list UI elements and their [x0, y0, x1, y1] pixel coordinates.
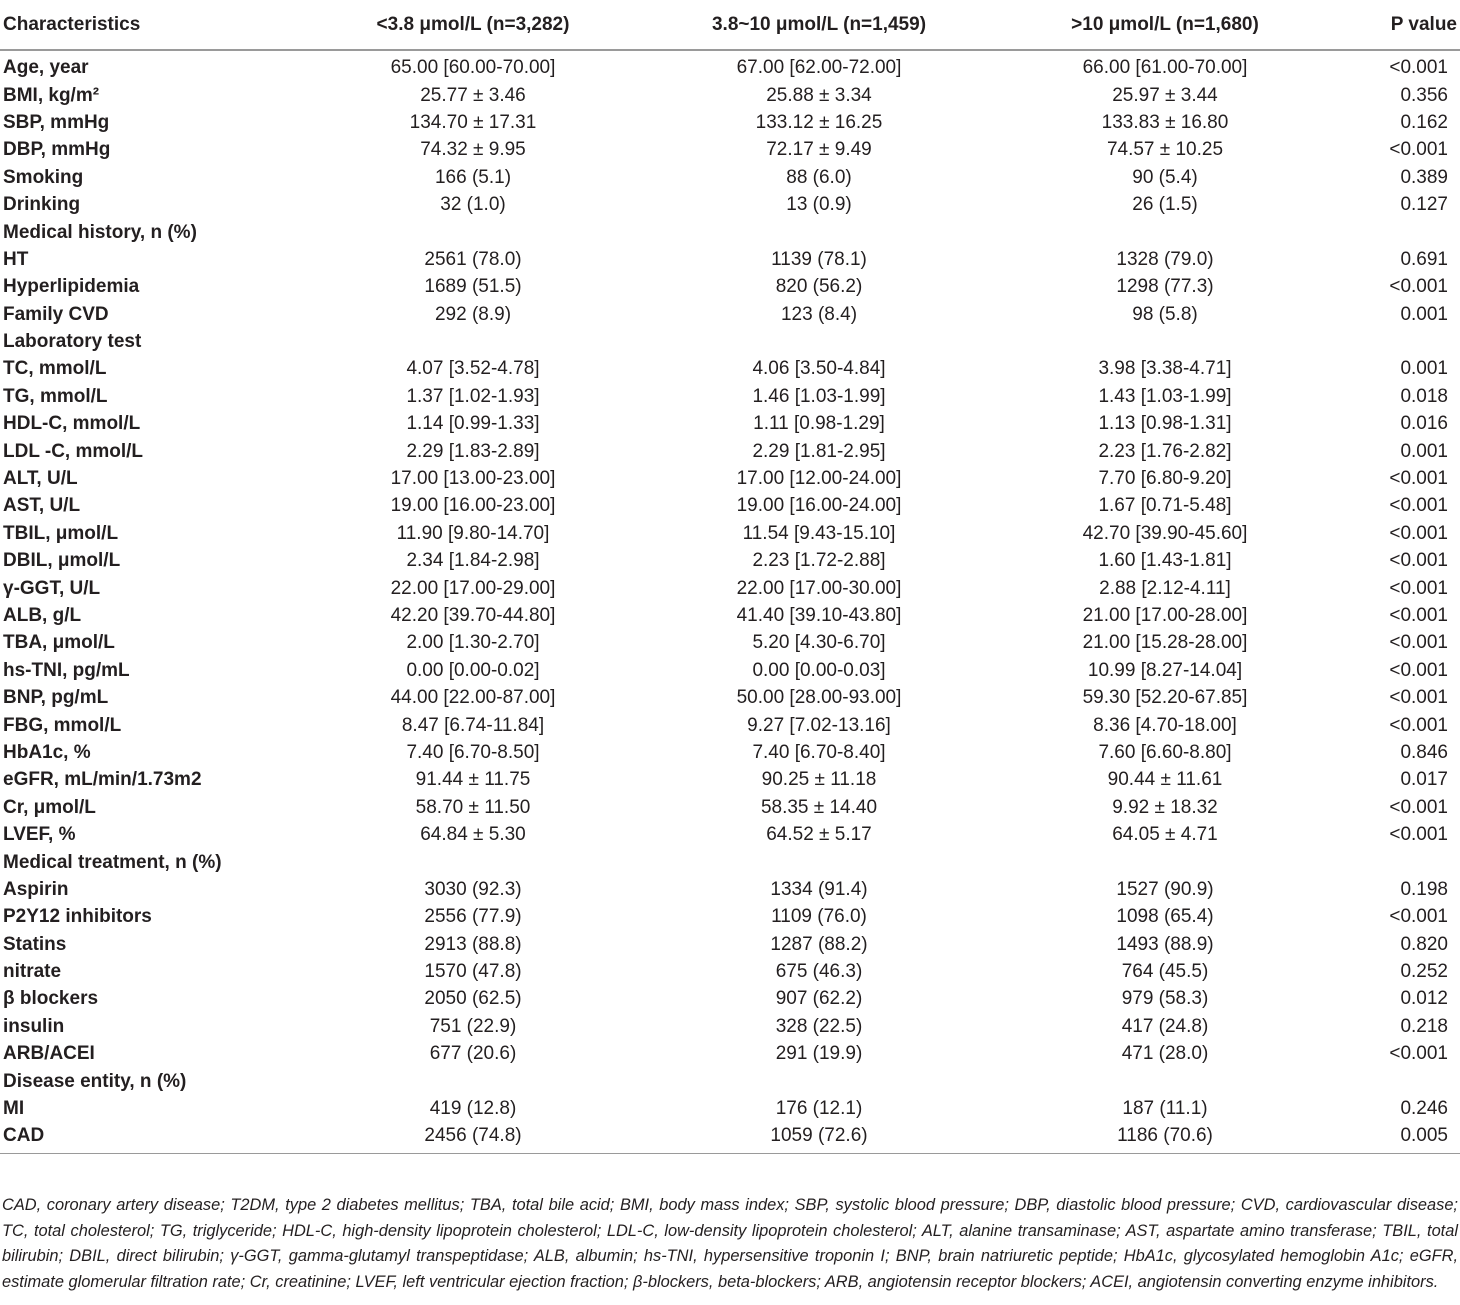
value-high-group: 1328 (79.0): [1116, 248, 1214, 270]
value-mid-group: 0.00 [0.00-0.03]: [752, 659, 886, 681]
value-mid-group: 1334 (91.4): [770, 878, 868, 900]
value-mid-group: 1059 (72.6): [646, 1122, 992, 1153]
table-row: [0, 1122, 1460, 1153]
value-mid-group: 41.40 [39.10-43.80]: [736, 605, 902, 626]
table-row: [0, 766, 1460, 793]
header-group-high: >10 μmol/L (n=1,680): [992, 0, 1338, 50]
value-mid-group: 72.17 ± 9.49: [766, 139, 872, 161]
value-mid-group: [646, 218, 992, 245]
value-mid-group: [646, 848, 992, 875]
value-high-group: 764 (45.5): [1121, 961, 1209, 983]
value-mid-group: 11.54 [9.43-15.10]: [742, 522, 896, 544]
value-low-group: 58.70 ± 11.50: [415, 796, 531, 818]
value-low-group: 166 (5.1): [434, 166, 512, 188]
row-label: Laboratory test: [3, 331, 142, 353]
value-mid-group: 4.06 [3.50-4.84]: [752, 358, 886, 380]
row-label: ARB/ACEI: [3, 1043, 95, 1065]
row-label: TG, mmol/L: [3, 385, 108, 407]
p-value: 0.001: [1400, 440, 1448, 462]
value-low-group: 2050 (62.5): [424, 988, 522, 1010]
value-low-group: 19.00 [16.00-23.00]: [390, 495, 556, 517]
row-label: Age, year: [3, 57, 89, 79]
value-high-group: 3.98 [3.38-4.71]: [1098, 358, 1232, 380]
value-high-group: 42.70 [39.90-45.60]: [1082, 522, 1248, 544]
row-label: HDL-C, mmol/L: [3, 413, 141, 435]
p-value: 0.012: [1400, 988, 1448, 1010]
value-low-group: [300, 848, 646, 875]
value-low-group: 91.44 ± 11.75: [415, 769, 531, 791]
value-mid-group: 1.46 [1.03-1.99]: [752, 385, 886, 407]
table-row: [0, 876, 1460, 903]
p-value: 0.846: [1400, 741, 1448, 763]
value-high-group: 133.83 ± 16.80: [1101, 111, 1229, 133]
value-low-group: 22.00 [17.00-29.00]: [390, 577, 556, 599]
value-mid-group: 88 (6.0): [786, 166, 852, 188]
value-high-group: 59.30 [52.20-67.85]: [1082, 687, 1248, 709]
header-row: [0, 0, 1460, 50]
value-low-group: 677 (20.6): [429, 1043, 517, 1065]
value-mid-group: 17.00 [12.00-24.00]: [736, 468, 902, 490]
table-row: [0, 711, 1460, 738]
table-row: [0, 81, 1460, 108]
p-value: <0.001: [1389, 468, 1448, 490]
value-low-group: 2.34 [1.84-2.98]: [406, 550, 540, 572]
value-mid-group: 907 (62.2): [775, 988, 863, 1010]
value-low-group: 3030 (92.3): [424, 878, 522, 900]
value-high-group: [992, 1067, 1338, 1094]
value-high-group: [992, 218, 1338, 245]
row-label: Hyperlipidemia: [3, 276, 140, 298]
value-high-group: 1.67 [0.71-5.48]: [1098, 495, 1232, 517]
value-mid-group: 7.40 [6.70-8.40]: [752, 741, 886, 763]
row-label: Medical treatment, n (%): [3, 851, 222, 873]
row-label: Disease entity, n (%): [3, 1070, 187, 1092]
table-row: [0, 246, 1460, 273]
row-label: Drinking: [3, 194, 81, 216]
value-mid-group: [646, 328, 992, 355]
header-characteristics: Characteristics: [0, 0, 300, 50]
value-mid-group: [646, 1067, 992, 1094]
value-mid-group: 675 (46.3): [775, 961, 863, 983]
p-value: <0.001: [1389, 550, 1448, 572]
value-low-group: 134.70 ± 17.31: [409, 111, 537, 133]
value-high-group: 187 (11.1): [1122, 1098, 1208, 1120]
header-p-value: P value: [1338, 0, 1460, 50]
row-label: BMI, kg/m²: [3, 84, 100, 106]
table-row: [0, 218, 1460, 245]
row-label: AST, U/L: [3, 495, 81, 517]
value-low-group: 25.77 ± 3.46: [420, 84, 526, 106]
row-label: ALB, g/L: [3, 605, 82, 626]
p-value: <0.001: [1389, 495, 1448, 517]
table-row: [0, 848, 1460, 875]
value-mid-group: 58.35 ± 14.40: [760, 796, 878, 818]
value-low-group: [300, 218, 646, 245]
value-high-group: 1527 (90.9): [1116, 878, 1214, 900]
value-high-group: 1098 (65.4): [1116, 906, 1214, 928]
value-low-group: 2.29 [1.83-2.89]: [406, 440, 540, 462]
table-row: [0, 1067, 1460, 1094]
row-label: Medical history, n (%): [3, 221, 197, 243]
value-high-group: 471 (28.0): [1121, 1043, 1209, 1065]
row-label: BNP, pg/mL: [3, 687, 109, 709]
value-low-group: 11.90 [9.80-14.70]: [396, 522, 550, 544]
p-value: <0.001: [1389, 687, 1448, 709]
row-label: P2Y12 inhibitors: [3, 906, 152, 928]
row-label: Cr, μmol/L: [3, 796, 96, 818]
p-value: <0.001: [1389, 276, 1448, 298]
value-low-group: 2561 (78.0): [424, 248, 522, 270]
value-mid-group: 1139 (78.1): [771, 248, 867, 270]
value-mid-group: 64.52 ± 5.17: [766, 824, 872, 846]
value-mid-group: 2.23 [1.72-2.88]: [752, 550, 886, 572]
value-high-group: 1493 (88.9): [1116, 933, 1214, 955]
p-value: 0.017: [1400, 769, 1448, 791]
p-value: [1338, 218, 1460, 245]
header-group-low: <3.8 μmol/L (n=3,282): [300, 0, 646, 50]
row-label: HT: [3, 248, 29, 270]
value-low-group: 419 (12.8): [429, 1098, 517, 1120]
table-row: [0, 684, 1460, 711]
value-high-group: [992, 848, 1338, 875]
table-row: [0, 50, 1460, 81]
value-high-group: 7.70 [6.80-9.20]: [1098, 468, 1232, 490]
p-value: 0.389: [1400, 166, 1448, 188]
table-row: [0, 328, 1460, 355]
p-value: 0.820: [1400, 933, 1448, 955]
value-low-group: 8.47 [6.74-11.84]: [401, 714, 545, 736]
row-label: nitrate: [3, 961, 62, 983]
row-label: FBG, mmol/L: [3, 714, 122, 736]
p-value: [1338, 1067, 1460, 1094]
row-label: TC, mmol/L: [3, 358, 107, 380]
value-low-group: 2.00 [1.30-2.70]: [406, 632, 540, 654]
value-high-group: 7.60 [6.60-8.80]: [1098, 741, 1232, 763]
value-high-group: 74.57 ± 10.25: [1106, 139, 1224, 161]
value-low-group: 2556 (77.9): [424, 906, 522, 928]
value-low-group: 292 (8.9): [434, 303, 512, 325]
table-row: [0, 547, 1460, 574]
value-low-group: 751 (22.9): [429, 1015, 517, 1037]
value-mid-group: 67.00 [62.00-72.00]: [736, 57, 902, 79]
value-mid-group: 5.20 [4.30-6.70]: [752, 632, 886, 654]
p-value: 0.162: [1400, 111, 1448, 133]
value-low-group: 4.07 [3.52-4.78]: [406, 358, 540, 380]
row-label: DBIL, μmol/L: [3, 550, 121, 572]
p-value: [1338, 328, 1460, 355]
value-high-group: 979 (58.3): [1121, 988, 1209, 1010]
value-high-group: 90.44 ± 11.61: [1107, 769, 1223, 791]
table-row: [0, 164, 1460, 191]
value-mid-group: 133.12 ± 16.25: [755, 111, 883, 133]
row-label: HbA1c, %: [3, 741, 91, 763]
value-mid-group: 176 (12.1): [775, 1098, 863, 1120]
table-row: [0, 602, 1460, 629]
row-label: SBP, mmHg: [3, 111, 110, 133]
row-label: Family CVD: [3, 303, 109, 325]
table-row: [0, 574, 1460, 601]
row-label: DBP, mmHg: [3, 139, 111, 161]
table-row: [0, 958, 1460, 985]
value-high-group: 25.97 ± 3.44: [1112, 84, 1218, 106]
table-row: [0, 492, 1460, 519]
table-row: [0, 301, 1460, 328]
p-value: <0.001: [1389, 906, 1448, 928]
table-row: [0, 383, 1460, 410]
p-value: <0.001: [1389, 522, 1448, 544]
value-high-group: 1.43 [1.03-1.99]: [1098, 385, 1232, 407]
value-low-group: 42.20 [39.70-44.80]: [390, 605, 556, 626]
value-mid-group: 2.29 [1.81-2.95]: [752, 440, 886, 462]
row-label: Smoking: [3, 166, 84, 188]
table-row: [0, 1013, 1460, 1040]
value-low-group: 32 (1.0): [440, 194, 506, 216]
value-low-group: [300, 328, 646, 355]
p-value: <0.001: [1389, 1043, 1448, 1065]
value-low-group: 2456 (74.8): [300, 1122, 646, 1153]
row-label: LDL -C, mmol/L: [3, 440, 144, 462]
row-label: LVEF, %: [3, 824, 76, 846]
table-row: [0, 1040, 1460, 1067]
value-high-group: 1186 (70.6): [992, 1122, 1338, 1153]
p-value: <0.001: [1389, 714, 1448, 736]
p-value: 0.001: [1400, 358, 1448, 380]
p-value: 0.246: [1400, 1098, 1448, 1120]
row-label: TBA, μmol/L: [3, 632, 115, 654]
table-footnote: CAD, coronary artery disease; T2DM, type 2 diabetes mellitus; TBA, total bile acid; BMI, body mass index; SBP, systolic blood pressure; DBP, diastolic blood pressure; CVD, cardiovascular disease; TC, total cholesterol; TG, triglyceride; HDL-C, high-density lipoprotein cholesterol; LDL-C, low-density lipoprotein cholesterol; ALT, alanine transaminase; AST, aspartate amino transferase; TBIL, total bilirubin; DBIL, direct bilirubin; γ-GGT, gamma-glutamyl transpeptidase; ALB, albumin; hs-TNI, hypersensitive troponin I; BNP, brain natriuretic peptide; HbA1c, glycosylated hemoglobin A1c; eGFR, estimate glomerular filtration rate; Cr, creatinine; LVEF, left ventricular ejection fraction; β-blockers, beta-blockers; ARB, angiotensin receptor blockers; ACEI, angiotensin converting enzyme inhibitors.: [2, 1196, 1458, 1291]
table-row: [0, 273, 1460, 300]
value-low-group: 44.00 [22.00-87.00]: [390, 687, 556, 709]
table-row: [0, 1095, 1460, 1122]
value-mid-group: 25.88 ± 3.34: [766, 84, 872, 106]
row-label: ALT, U/L: [3, 468, 78, 490]
p-value: 0.001: [1400, 303, 1448, 325]
value-low-group: 17.00 [13.00-23.00]: [390, 468, 556, 490]
value-high-group: 2.23 [1.76-2.82]: [1098, 440, 1232, 462]
table-row: [0, 437, 1460, 464]
value-mid-group: 1287 (88.2): [770, 933, 868, 955]
value-mid-group: 1.11 [0.98-1.29]: [753, 413, 885, 435]
value-high-group: 1.60 [1.43-1.81]: [1098, 550, 1232, 572]
value-low-group: 64.84 ± 5.30: [420, 824, 526, 846]
value-mid-group: 291 (19.9): [775, 1043, 863, 1065]
table-row: [0, 657, 1460, 684]
table-header: [0, 0, 1460, 50]
value-high-group: 66.00 [61.00-70.00]: [1082, 57, 1248, 79]
value-low-group: 2913 (88.8): [424, 933, 522, 955]
value-low-group: 1689 (51.5): [424, 276, 522, 298]
value-high-group: 10.99 [8.27-14.04]: [1087, 659, 1243, 681]
p-value: 0.016: [1400, 413, 1448, 435]
p-value: 0.252: [1400, 961, 1448, 983]
value-high-group: 90 (5.4): [1132, 166, 1198, 188]
value-low-group: [300, 1067, 646, 1094]
p-value: <0.001: [1389, 605, 1448, 626]
value-high-group: 417 (24.8): [1121, 1015, 1209, 1037]
table-row: [0, 739, 1460, 766]
value-mid-group: 19.00 [16.00-24.00]: [736, 495, 902, 517]
table-row: [0, 191, 1460, 218]
value-low-group: 1570 (47.8): [424, 961, 522, 983]
p-value: 0.356: [1400, 84, 1448, 106]
value-high-group: 21.00 [17.00-28.00]: [1082, 605, 1248, 626]
row-label: eGFR, mL/min/1.73m2: [3, 769, 202, 791]
table-row: [0, 821, 1460, 848]
value-high-group: 26 (1.5): [1132, 194, 1198, 216]
p-value: <0.001: [1389, 577, 1448, 599]
table-row: [0, 410, 1460, 437]
value-mid-group: 22.00 [17.00-30.00]: [736, 577, 902, 599]
p-value: 0.005: [1338, 1122, 1460, 1153]
row-label: Statins: [3, 933, 67, 955]
value-mid-group: 50.00 [28.00-93.00]: [736, 687, 902, 709]
value-high-group: 21.00 [15.28-28.00]: [1082, 632, 1248, 654]
p-value: <0.001: [1389, 632, 1448, 654]
p-value: 0.198: [1400, 878, 1448, 900]
header-group-mid: 3.8~10 μmol/L (n=1,459): [646, 0, 992, 50]
value-low-group: 74.32 ± 9.95: [420, 139, 526, 161]
value-low-group: 1.37 [1.02-1.93]: [406, 385, 540, 407]
p-value: <0.001: [1389, 659, 1448, 681]
value-mid-group: 123 (8.4): [780, 303, 858, 325]
p-value: <0.001: [1389, 824, 1448, 846]
table-row: [0, 109, 1460, 136]
value-high-group: 2.88 [2.12-4.11]: [1099, 577, 1231, 599]
value-high-group: 98 (5.8): [1132, 303, 1198, 325]
value-high-group: 64.05 ± 4.71: [1112, 824, 1218, 846]
row-label: Aspirin: [3, 878, 69, 900]
table-row: [0, 629, 1460, 656]
row-label: MI: [3, 1098, 25, 1120]
table-row: [0, 794, 1460, 821]
value-low-group: 65.00 [60.00-70.00]: [390, 57, 556, 79]
value-high-group: 8.36 [4.70-18.00]: [1093, 714, 1237, 736]
p-value: [1338, 848, 1460, 875]
p-value: 0.691: [1400, 248, 1448, 270]
table-row: [0, 520, 1460, 547]
row-label: insulin: [3, 1015, 65, 1037]
value-low-group: 1.14 [0.99-1.33]: [406, 413, 540, 435]
p-value: 0.127: [1400, 194, 1448, 216]
value-mid-group: 9.27 [7.02-13.16]: [747, 714, 891, 736]
row-label: γ-GGT, U/L: [3, 577, 101, 599]
p-value: <0.001: [1389, 139, 1448, 161]
table-row: [0, 985, 1460, 1012]
value-low-group: 7.40 [6.70-8.50]: [406, 741, 540, 763]
p-value: 0.218: [1400, 1015, 1448, 1037]
table-row: [0, 903, 1460, 930]
table-row: [0, 136, 1460, 163]
row-label: CAD: [0, 1122, 300, 1153]
row-label: β blockers: [3, 988, 99, 1010]
table-row: [0, 355, 1460, 382]
value-high-group: 1298 (77.3): [1116, 276, 1214, 298]
value-low-group: 0.00 [0.00-0.02]: [406, 659, 540, 681]
p-value: 0.018: [1400, 385, 1448, 407]
row-label: hs-TNI, pg/mL: [3, 659, 130, 681]
row-label: TBIL, μmol/L: [3, 522, 119, 544]
value-mid-group: 90.25 ± 11.18: [761, 769, 877, 791]
p-value: <0.001: [1389, 796, 1448, 818]
value-high-group: 9.92 ± 18.32: [1112, 796, 1218, 818]
table-body: [0, 50, 1460, 1153]
value-mid-group: 13 (0.9): [786, 194, 852, 216]
value-mid-group: 328 (22.5): [775, 1015, 863, 1037]
p-value: <0.001: [1389, 57, 1448, 79]
value-mid-group: 1109 (76.0): [771, 906, 867, 928]
value-high-group: [992, 328, 1338, 355]
table-row: [0, 931, 1460, 958]
value-mid-group: 820 (56.2): [775, 276, 863, 298]
value-high-group: 1.13 [0.98-1.31]: [1098, 413, 1232, 435]
table-row: [0, 465, 1460, 492]
